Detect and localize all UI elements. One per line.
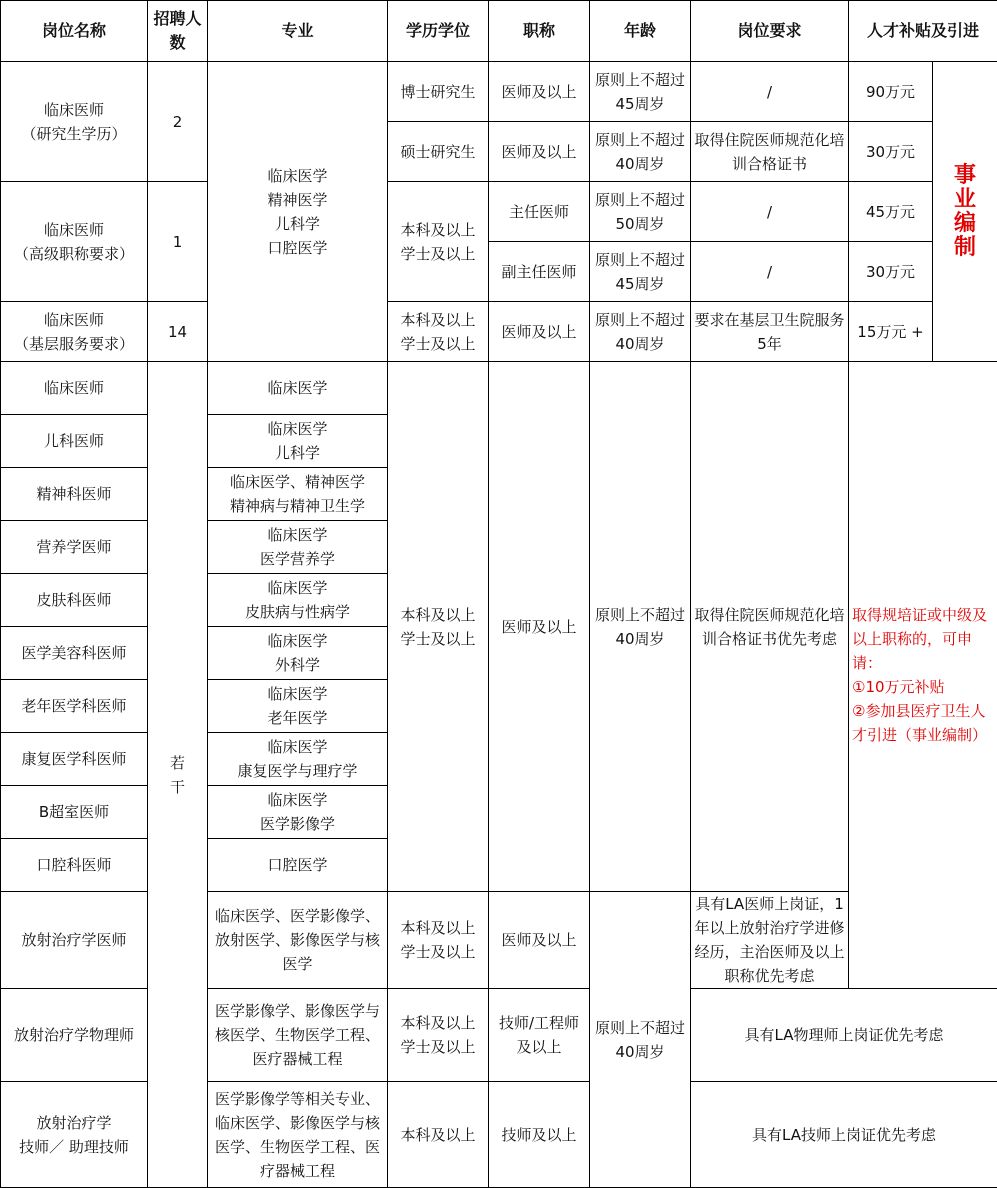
professional-title: 技师/工程师及以上 <box>489 989 590 1082</box>
major-list: 临床医学、精神医学 精神病与精神卫生学 <box>208 468 388 521</box>
professional-title: 医师及以上 <box>489 362 590 892</box>
professional-title: 主任医师 <box>489 182 590 242</box>
subsidy: 90万元 <box>849 62 933 122</box>
post-name: 临床医师 （研究生学历） <box>1 62 148 182</box>
professional-title: 医师及以上 <box>489 892 590 989</box>
table-row <box>1 302 997 362</box>
education: 博士研究生 <box>388 62 489 122</box>
header-post: 岗位名称 <box>1 1 148 62</box>
table-row <box>1 182 997 242</box>
post-name: 临床医师 （基层服务要求） <box>1 302 148 362</box>
post-name: 医学美容科医师 <box>1 627 148 680</box>
table-row <box>1 362 997 415</box>
major-list: 口腔医学 <box>208 839 388 892</box>
major-list: 临床医学 老年医学 <box>208 680 388 733</box>
requirement: 具有LA技师上岗证优先考虑 <box>691 1082 997 1188</box>
professional-title: 医师及以上 <box>489 302 590 362</box>
hire-count: 14 <box>148 302 208 362</box>
requirement: 取得住院医师规范化培训合格证书优先考虑 <box>691 362 849 892</box>
education: 本科及以上 学士及以上 <box>388 182 489 302</box>
post-name: 临床医师 （高级职称要求） <box>1 182 148 302</box>
header-subsidy: 人才补贴及引进 <box>849 1 997 62</box>
subsidy: 30万元 <box>849 122 933 182</box>
age-limit: 原则上不超过40周岁 <box>590 122 691 182</box>
major-list: 临床医学 儿科学 <box>208 415 388 468</box>
age-limit: 原则上不超过50周岁 <box>590 182 691 242</box>
requirement: 具有LA物理师上岗证优先考虑 <box>691 989 997 1082</box>
major-list: 临床医学 医学影像学 <box>208 786 388 839</box>
header-title: 职称 <box>489 1 590 62</box>
major-list: 临床医学 精神医学 儿科学 口腔医学 <box>208 62 388 362</box>
establishment-label: 事 业 编 制 <box>933 62 997 362</box>
requirement: / <box>691 62 849 122</box>
subsidy: 30万元 <box>849 242 933 302</box>
requirement: / <box>691 242 849 302</box>
header-requirement: 岗位要求 <box>691 1 849 62</box>
age-limit: 原则上不超过45周岁 <box>590 242 691 302</box>
professional-title: 副主任医师 <box>489 242 590 302</box>
education: 硕士研究生 <box>388 122 489 182</box>
requirement: 取得住院医师规范化培训合格证书 <box>691 122 849 182</box>
professional-title: 医师及以上 <box>489 62 590 122</box>
age-limit: 原则上不超过40周岁 <box>590 892 691 1188</box>
major-list: 医学影像学等相关专业、临床医学、影像医学与核医学、生物医学工程、医疗器械工程 <box>208 1082 388 1188</box>
hire-count: 2 <box>148 62 208 182</box>
requirement: 具有LA医师上岗证，1年以上放射治疗学进修经历，主治医师及以上职称优先考虑 <box>691 892 849 989</box>
subsidy: 15万元 + <box>849 302 933 362</box>
age-limit: 原则上不超过40周岁 <box>590 362 691 892</box>
subsidy-note: 取得规培证或中级及以上职称的，可申请： ①10万元补贴 ②参加县医疗卫生人才引进（事业编制） <box>849 362 997 989</box>
post-name: 儿科医师 <box>1 415 148 468</box>
major-list: 临床医学 皮肤病与性病学 <box>208 574 388 627</box>
post-name: 临床医师 <box>1 362 148 415</box>
post-name: 精神科医师 <box>1 468 148 521</box>
education: 本科及以上 <box>388 1082 489 1188</box>
professional-title: 技师及以上 <box>489 1082 590 1188</box>
post-name: 皮肤科医师 <box>1 574 148 627</box>
age-limit: 原则上不超过40周岁 <box>590 302 691 362</box>
table-row <box>1 62 997 122</box>
education: 本科及以上 学士及以上 <box>388 892 489 989</box>
post-name: 营养学医师 <box>1 521 148 574</box>
header-count: 招聘人数 <box>148 1 208 62</box>
education: 本科及以上 学士及以上 <box>388 302 489 362</box>
header-major: 专业 <box>208 1 388 62</box>
major-list: 临床医学 医学营养学 <box>208 521 388 574</box>
major-list: 临床医学 康复医学与理疗学 <box>208 733 388 786</box>
education: 本科及以上 学士及以上 <box>388 362 489 892</box>
subsidy: 45万元 <box>849 182 933 242</box>
post-name: 康复医学科医师 <box>1 733 148 786</box>
post-name: 放射治疗学物理师 <box>1 989 148 1082</box>
requirement: 要求在基层卫生院服务5年 <box>691 302 849 362</box>
major-list: 临床医学 外科学 <box>208 627 388 680</box>
professional-title: 医师及以上 <box>489 122 590 182</box>
post-name: B超室医师 <box>1 786 148 839</box>
header-row <box>1 1 997 62</box>
education: 本科及以上 学士及以上 <box>388 989 489 1082</box>
requirement: / <box>691 182 849 242</box>
post-name: 口腔科医师 <box>1 839 148 892</box>
major-list: 临床医学 <box>208 362 388 415</box>
post-name: 老年医学科医师 <box>1 680 148 733</box>
post-name: 放射治疗学 技师／ 助理技师 <box>1 1082 148 1188</box>
header-education: 学历学位 <box>388 1 489 62</box>
hire-count: 若 干 <box>148 362 208 1188</box>
major-list: 临床医学、医学影像学、放射医学、影像医学与核医学 <box>208 892 388 989</box>
major-list: 医学影像学、影像医学与核医学、生物医学工程、医疗器械工程 <box>208 989 388 1082</box>
post-name: 放射治疗学医师 <box>1 892 148 989</box>
age-limit: 原则上不超过45周岁 <box>590 62 691 122</box>
header-age: 年龄 <box>590 1 691 62</box>
hire-count: 1 <box>148 182 208 302</box>
